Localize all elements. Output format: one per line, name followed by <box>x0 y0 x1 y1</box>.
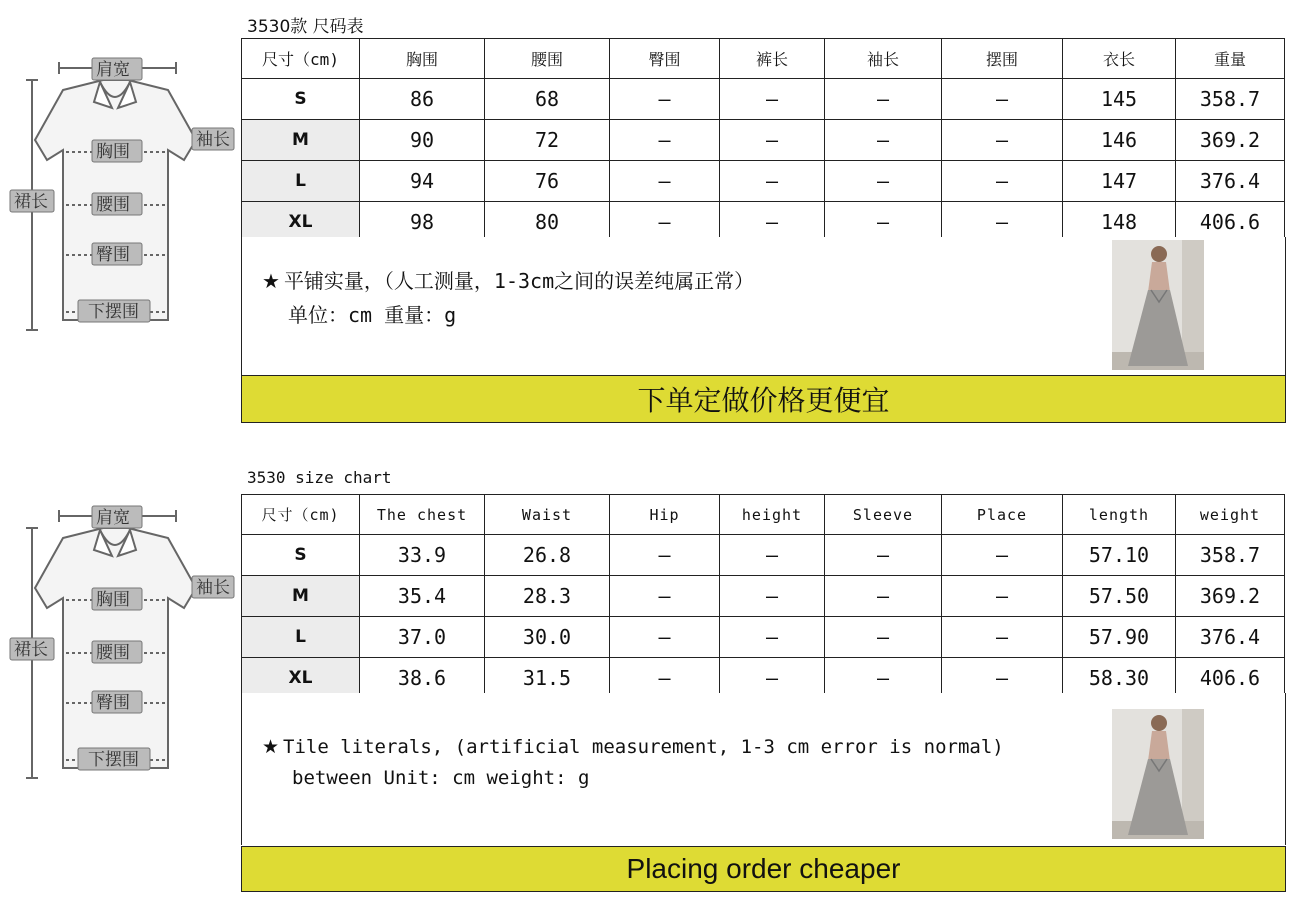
diagram-label-shoulder: 肩宽 <box>96 508 130 528</box>
diagram-label-chest: 胸围 <box>96 142 130 162</box>
table-row <box>242 120 1285 161</box>
diagram-label-sleeve: 袖长 <box>196 130 230 150</box>
size-table <box>241 38 1285 243</box>
table-cell: — <box>720 161 825 202</box>
table-cell: 57.90 <box>1063 617 1176 658</box>
table-cell: 57.10 <box>1063 535 1176 576</box>
diagram-label-chest: 胸围 <box>96 590 130 610</box>
table-cell: — <box>825 576 942 617</box>
header-waist: 腰围 <box>485 39 610 79</box>
diagram-label-shoulder: 肩宽 <box>96 60 130 80</box>
table-cell: 369.2 <box>1176 120 1285 161</box>
table-cell: 358.7 <box>1176 535 1285 576</box>
table-cell: — <box>610 617 720 658</box>
table-cell: 90 <box>360 120 485 161</box>
table-cell: — <box>825 161 942 202</box>
table-cell: — <box>825 120 942 161</box>
diagram-label-hip: 臀围 <box>96 693 130 713</box>
table-cell: — <box>720 202 825 243</box>
table-cell: 147 <box>1063 161 1176 202</box>
table-cell: 28.3 <box>485 576 610 617</box>
table-cell: — <box>942 79 1063 120</box>
size-cell: L <box>242 617 360 658</box>
header-hip: 臀围 <box>610 39 720 79</box>
diagram-label-dress-length: 裙长 <box>14 192 48 212</box>
size-chart-english <box>0 456 1300 900</box>
table-cell: 86 <box>360 79 485 120</box>
header-size: 尺寸（cm) <box>242 495 360 535</box>
diagram-label-hem: 下摆围 <box>88 750 139 770</box>
header-weight: 重量 <box>1176 39 1285 79</box>
size-cell: M <box>242 120 360 161</box>
table-cell: 76 <box>485 161 610 202</box>
table-cell: — <box>942 576 1063 617</box>
star-icon: ★ <box>262 269 280 293</box>
size-cell: S <box>242 79 360 120</box>
diagram-label-hip: 臀围 <box>96 245 130 265</box>
table-cell: 406.6 <box>1176 658 1285 699</box>
table-cell: — <box>825 79 942 120</box>
promo-banner: 下单定做价格更便宜 <box>241 375 1286 423</box>
table-cell: — <box>610 576 720 617</box>
table-cell: — <box>610 658 720 699</box>
table-cell: — <box>720 535 825 576</box>
table-cell: — <box>720 120 825 161</box>
table-cell: — <box>720 576 825 617</box>
table-cell: 31.5 <box>485 658 610 699</box>
measurement-diagram <box>8 50 236 340</box>
note-line-2: between Unit: cm weight: g <box>292 767 590 789</box>
table-cell: — <box>610 202 720 243</box>
diagram-label-sleeve: 袖长 <box>196 578 230 598</box>
note-line-2: 单位：cm 重量：g <box>288 303 457 327</box>
dress-photo <box>1112 709 1204 839</box>
table-header-row <box>242 39 1285 79</box>
table-cell: 145 <box>1063 79 1176 120</box>
table-cell: 94 <box>360 161 485 202</box>
chart-title: 3530 size chart <box>247 468 392 487</box>
table-cell: — <box>610 79 720 120</box>
header-size: 尺寸（cm) <box>242 39 360 79</box>
note-line-1 <box>262 736 1004 758</box>
header-length: 衣长 <box>1063 39 1176 79</box>
star-icon: ★ <box>262 736 280 758</box>
size-cell: S <box>242 535 360 576</box>
table-row <box>242 617 1285 658</box>
table-row <box>242 161 1285 202</box>
table-cell: 406.6 <box>1176 202 1285 243</box>
note-text: Tile literals, (artificial measurement, 1-3 cm error is normal) <box>283 736 1004 758</box>
table-cell: 376.4 <box>1176 617 1285 658</box>
table-cell: — <box>942 202 1063 243</box>
note-box <box>241 237 1286 375</box>
note-text: 平铺实量，（人工测量，1-3cm之间的误差纯属正常） <box>283 269 755 293</box>
table-cell: 72 <box>485 120 610 161</box>
header-chest: The chest <box>360 495 485 535</box>
table-cell: 57.50 <box>1063 576 1176 617</box>
header-sleeve: 袖长 <box>825 39 942 79</box>
table-cell: 148 <box>1063 202 1176 243</box>
table-cell: 35.4 <box>360 576 485 617</box>
header-pants-length: 裤长 <box>720 39 825 79</box>
table-cell: — <box>825 617 942 658</box>
note-line-1 <box>262 265 754 294</box>
table-cell: 68 <box>485 79 610 120</box>
size-cell: M <box>242 576 360 617</box>
diagram-label-waist: 腰围 <box>96 195 130 215</box>
promo-banner: Placing order cheaper <box>241 846 1286 892</box>
chart-title: 3530款 尺码表 <box>247 17 364 37</box>
table-cell: — <box>942 535 1063 576</box>
table-cell: — <box>942 617 1063 658</box>
table-cell: — <box>610 120 720 161</box>
size-cell: XL <box>242 658 360 699</box>
table-cell: — <box>825 658 942 699</box>
table-cell: — <box>825 535 942 576</box>
table-row <box>242 535 1285 576</box>
size-chart-chinese <box>0 0 1300 440</box>
header-waist: Waist <box>485 495 610 535</box>
table-cell: 58.30 <box>1063 658 1176 699</box>
table-cell: — <box>942 658 1063 699</box>
diagram-label-hem: 下摆围 <box>88 302 139 322</box>
table-cell: 369.2 <box>1176 576 1285 617</box>
header-sleeve: Sleeve <box>825 495 942 535</box>
size-table <box>241 494 1285 699</box>
table-cell: 33.9 <box>360 535 485 576</box>
table-cell: 26.8 <box>485 535 610 576</box>
size-cell: XL <box>242 202 360 243</box>
table-cell: 376.4 <box>1176 161 1285 202</box>
table-header-row <box>242 495 1285 535</box>
dress-photo <box>1112 240 1204 370</box>
header-hip: Hip <box>610 495 720 535</box>
table-cell: — <box>610 535 720 576</box>
note-box <box>241 693 1286 845</box>
table-cell: 30.0 <box>485 617 610 658</box>
table-cell: — <box>942 120 1063 161</box>
table-cell: — <box>720 617 825 658</box>
header-place: Place <box>942 495 1063 535</box>
table-cell: 146 <box>1063 120 1176 161</box>
header-chest: 胸围 <box>360 39 485 79</box>
header-weight: weight <box>1176 495 1285 535</box>
header-height: height <box>720 495 825 535</box>
table-cell: 358.7 <box>1176 79 1285 120</box>
table-cell: 37.0 <box>360 617 485 658</box>
table-cell: 38.6 <box>360 658 485 699</box>
table-cell: 80 <box>485 202 610 243</box>
size-cell: L <box>242 161 360 202</box>
header-length: length <box>1063 495 1176 535</box>
table-cell: 98 <box>360 202 485 243</box>
table-cell: — <box>720 79 825 120</box>
header-hem: 摆围 <box>942 39 1063 79</box>
table-row <box>242 79 1285 120</box>
table-cell: — <box>942 161 1063 202</box>
measurement-diagram <box>8 498 236 788</box>
table-cell: — <box>610 161 720 202</box>
table-cell: — <box>825 202 942 243</box>
diagram-label-dress-length: 裙长 <box>14 640 48 660</box>
diagram-label-waist: 腰围 <box>96 643 130 663</box>
table-cell: — <box>720 658 825 699</box>
table-row <box>242 576 1285 617</box>
